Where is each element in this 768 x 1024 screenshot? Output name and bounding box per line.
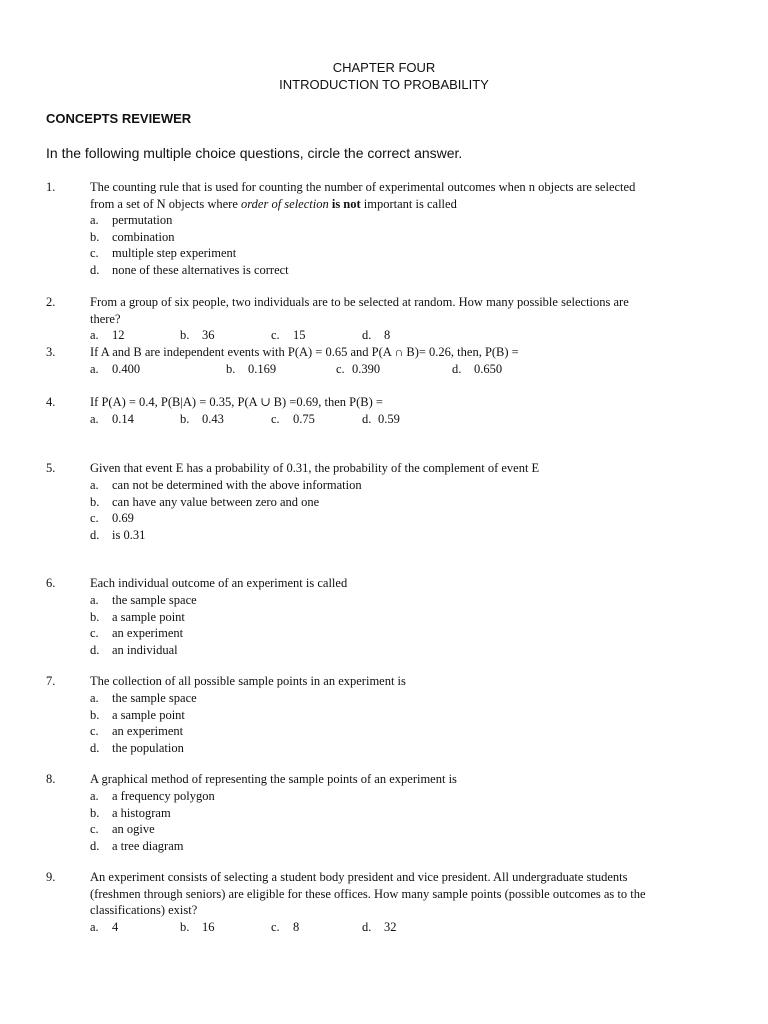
option-text: 0.390 xyxy=(352,362,381,376)
option-letter: d. xyxy=(90,740,100,755)
option-letter: d. xyxy=(90,527,100,542)
option-text: 0.400 xyxy=(112,362,141,376)
option-text: 0.169 xyxy=(248,362,277,376)
option-text: 0.69 xyxy=(112,511,134,525)
option-text: is 0.31 xyxy=(112,527,146,542)
option-a[interactable] xyxy=(90,327,125,344)
question-number: 7. xyxy=(46,674,56,688)
option-b[interactable] xyxy=(226,361,276,378)
option-letter: c. xyxy=(90,822,99,836)
option-text: 0.14 xyxy=(112,412,134,426)
option-text: 8 xyxy=(293,920,300,934)
section-title: CONCEPTS REVIEWER xyxy=(46,111,192,126)
question-number: 2. xyxy=(46,295,56,309)
option-text: a sample point xyxy=(112,707,185,722)
question-text xyxy=(90,179,715,212)
option-letter: b. xyxy=(226,362,236,376)
option-text: combination xyxy=(112,229,175,244)
option-letter: c. xyxy=(271,328,280,342)
option-row xyxy=(90,327,650,344)
option-letter: c. xyxy=(90,626,99,640)
option-letter: c. xyxy=(90,724,99,738)
option-text: a sample point xyxy=(112,609,185,624)
option-d[interactable] xyxy=(362,327,390,344)
option-text: 32 xyxy=(384,920,397,934)
option-d[interactable] xyxy=(362,411,400,428)
question-line: A graphical method of representing the sample points of an experiment is xyxy=(90,772,457,786)
option-letter: d. xyxy=(90,262,100,277)
emphasis-italic: order of selection xyxy=(241,196,329,211)
option-text: the population xyxy=(112,740,184,755)
option-letter: a. xyxy=(90,789,99,803)
option-letter: a. xyxy=(90,691,99,705)
question-text xyxy=(90,460,715,477)
option-text: can have any value between zero and one xyxy=(112,494,320,509)
option-row xyxy=(90,361,650,378)
option-letter: b. xyxy=(180,920,190,934)
option-letter: a. xyxy=(90,593,99,607)
option-text: a tree diagram xyxy=(112,838,184,853)
option-letter: b. xyxy=(180,328,190,342)
option-letter: b. xyxy=(180,412,190,426)
option-text: 8 xyxy=(384,328,391,342)
question-line: The collection of all possible sample points in an experiment is xyxy=(90,674,406,688)
option-text: 12 xyxy=(112,328,125,342)
option-a[interactable] xyxy=(90,411,134,428)
option-a[interactable] xyxy=(90,361,140,378)
option-text: the sample space xyxy=(112,691,197,705)
question-text xyxy=(90,294,715,327)
question-line: The counting rule that is used for counting the number of experimental outcomes when n objects are selected xyxy=(90,180,636,194)
option-text: a frequency polygon xyxy=(112,789,215,803)
question-text xyxy=(90,344,715,361)
option-text: the sample space xyxy=(112,593,197,607)
option-text: can not be determined with the above information xyxy=(112,478,362,492)
option-text: an ogive xyxy=(112,822,155,836)
option-letter: d. xyxy=(452,362,462,376)
option-b[interactable] xyxy=(180,411,224,428)
question-line: From a group of six people, two individuals are to be selected at random. How many possible selections are xyxy=(90,295,629,309)
question-line xyxy=(90,196,715,213)
option-letter: b. xyxy=(90,707,100,722)
question-number: 9. xyxy=(46,870,56,884)
option-text: 0.75 xyxy=(293,412,315,426)
option-text: 4 xyxy=(112,920,119,934)
option-text: none of these alternatives is correct xyxy=(112,262,289,277)
option-text: 0.59 xyxy=(378,412,400,426)
option-c[interactable] xyxy=(271,919,299,936)
question-text xyxy=(90,673,715,690)
option-c[interactable] xyxy=(271,327,306,344)
option-letter: b. xyxy=(90,229,100,244)
question-text xyxy=(90,394,715,411)
option-letter: a. xyxy=(90,328,99,342)
option-letter: d. xyxy=(362,920,372,934)
option-d[interactable] xyxy=(452,361,502,378)
option-c[interactable] xyxy=(271,411,315,428)
option-letter: a. xyxy=(90,412,99,426)
chapter-heading: CHAPTER FOUR xyxy=(332,60,436,75)
question-number: 8. xyxy=(46,772,56,786)
option-letter: c. xyxy=(90,511,99,525)
option-letter: c. xyxy=(271,920,280,934)
option-b[interactable] xyxy=(180,327,215,344)
option-b[interactable] xyxy=(180,919,215,936)
question-line: (freshmen through seniors) are eligible for these offices. How many sample points (possible outcomes as to the xyxy=(90,886,646,901)
option-text: 0.43 xyxy=(202,412,224,426)
option-letter: a. xyxy=(90,362,99,376)
option-text: 16 xyxy=(202,920,215,934)
option-letter: d. xyxy=(362,412,372,426)
option-letter: a. xyxy=(90,478,99,492)
question-text xyxy=(90,869,715,919)
option-letter: a. xyxy=(90,213,99,227)
question-text xyxy=(90,575,715,592)
option-letter: a. xyxy=(90,920,99,934)
question-line: Given that event E has a probability of 0.31, the probability of the complement of event E xyxy=(90,461,540,475)
option-text: an individual xyxy=(112,642,178,657)
option-text: 15 xyxy=(293,328,306,342)
question-line: If P(A) = 0.4, P(B|A) = 0.35, P(A ∪ B) =0.69, then P(B) = xyxy=(90,395,383,409)
question-line: An experiment consists of selecting a student body president and vice president. All undergraduate students xyxy=(90,870,628,884)
question-text xyxy=(90,771,715,788)
option-row xyxy=(90,919,650,936)
question-line: If A and B are independent events with P(A) = 0.65 and P(A ∩ B)= 0.26, then, P(B) = xyxy=(90,345,519,359)
question-number: 4. xyxy=(46,395,56,409)
option-letter: c. xyxy=(336,362,345,376)
option-text: a histogram xyxy=(112,805,171,820)
emphasis-bold: is not xyxy=(331,196,361,211)
option-letter: d. xyxy=(362,328,372,342)
option-letter: c. xyxy=(90,246,99,260)
question-text-segment: important is called xyxy=(360,196,457,211)
option-text: multiple step experiment xyxy=(112,246,237,260)
option-letter: b. xyxy=(90,805,100,820)
option-text: 0.650 xyxy=(474,362,503,376)
option-letter: d. xyxy=(90,838,100,853)
option-letter: c. xyxy=(271,412,280,426)
option-text: an experiment xyxy=(112,626,184,640)
question-number: 6. xyxy=(46,576,56,590)
question-number: 5. xyxy=(46,461,56,475)
question-number: 3. xyxy=(46,345,56,359)
instructions: In the following multiple choice questions, circle the correct answer. xyxy=(46,145,463,161)
option-letter: b. xyxy=(90,609,100,624)
chapter-title: INTRODUCTION TO PROBABILITY xyxy=(279,77,489,92)
option-d[interactable] xyxy=(362,919,397,936)
option-c[interactable] xyxy=(336,361,380,378)
option-text: permutation xyxy=(112,213,173,227)
question-number: 1. xyxy=(46,180,56,194)
question-line: classifications) exist? xyxy=(90,903,198,917)
question-text-segment: from a set of N objects where xyxy=(90,196,241,211)
option-row xyxy=(90,411,650,428)
option-a[interactable] xyxy=(90,919,118,936)
option-text: an experiment xyxy=(112,724,184,738)
question-line: there? xyxy=(90,311,121,326)
option-text: 36 xyxy=(202,328,215,342)
question-line: Each individual outcome of an experiment is called xyxy=(90,576,348,590)
option-letter: b. xyxy=(90,494,100,509)
option-letter: d. xyxy=(90,642,100,657)
